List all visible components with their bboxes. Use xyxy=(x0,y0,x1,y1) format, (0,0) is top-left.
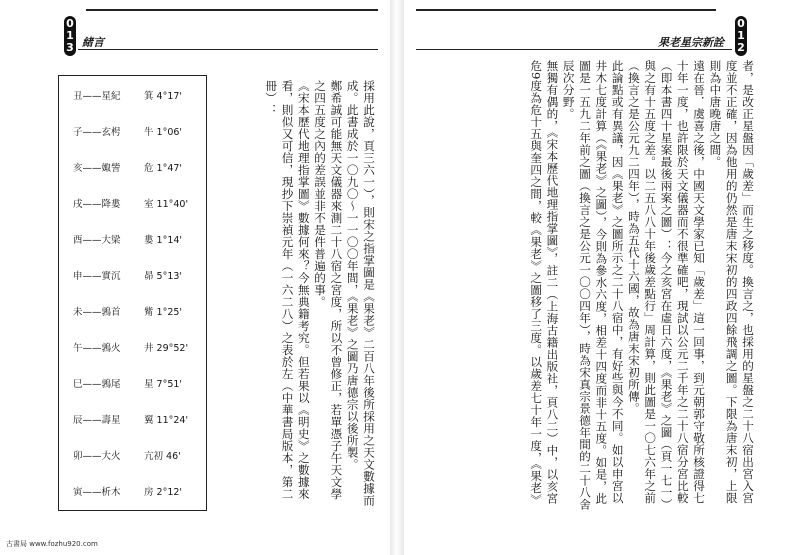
paragraph: 遠在晉．虞喜之後，中國天文學家已知「歲差」這一回事，到元朝郭守敬所核證得七十年一度，也許限於天文儀器而不很準確吧，現試以公元二千年之二十八宿分宮比較（即本書四十星案最後兩案之圖）：今之亥宮在虛日六度，《果老》之圖（頁一七一）與之有十五度之差。以二五八八十年後歲差點行」周計算，則此圖是一〇七六年之前（換言之是公元九二四年），時為五代十六國，故為唐末宋初所傳。 xyxy=(626,60,707,511)
paragraph: 無獨有偶的，《宋本歷代地理指掌圖》，註二（上海古籍出版社，頁八二）中，以亥宮危9度為危十五與奎四之間，較《果老》之圖移了三度。以歲差七十年一度，《果老》 xyxy=(529,60,560,506)
branch-name: 辰——壽星 xyxy=(73,415,121,426)
table-row xyxy=(59,400,206,436)
page-number-digit: 3 xyxy=(66,41,74,54)
left-body-text xyxy=(217,80,377,510)
table-row xyxy=(59,292,206,328)
mansion-degree: 牛 1°06' xyxy=(144,127,183,138)
top-rule xyxy=(86,9,378,11)
mansion-degree: 亢初 46' xyxy=(144,451,181,462)
table-row xyxy=(59,436,206,472)
mansion-degree: 星 7°51' xyxy=(144,379,183,390)
branch-name: 亥——娵訾 xyxy=(73,163,121,174)
mansion-degree: 危 1°47' xyxy=(144,163,183,174)
branch-name: 寅——析木 xyxy=(73,487,121,498)
header-underline xyxy=(78,49,378,50)
table-row xyxy=(59,112,206,148)
table-row xyxy=(59,472,206,508)
table-row xyxy=(59,76,206,112)
mansion-degree: 翼 11°24' xyxy=(144,415,189,426)
paragraph: 採用此說，頁三六一），則宋之指掌圖是《果老》二百八年後所採用之天文數據而成。此書成於一〇九〇～一一〇〇年間，《果老》之圖乃唐德宗以後所製。 xyxy=(345,80,376,507)
mansion-degree: 箕 4°17' xyxy=(144,91,183,102)
page-number-digit: 1 xyxy=(737,29,745,42)
page-number-digit: 2 xyxy=(737,41,745,54)
mansion-degree: 井 29°52' xyxy=(144,343,189,354)
branch-name: 未——鶉首 xyxy=(73,307,121,318)
table-row xyxy=(59,148,206,184)
paragraph: 《宋本歷代地理指掌圖》數據何來？今無典籍考究。但若果以《明史》之數據來看，則似又可信，現抄下崇禎元年（一六二八）之表於左（中華書局版本，第二冊）： xyxy=(264,80,311,500)
mansion-degree: 觜 1°25' xyxy=(144,307,183,318)
paragraph: 此論點或有異議，因《果老》之圖所示之二十八宿中，有好些與今不同。如以申宮以井木七度計算（《果老》之圖），今則為參水六度，相差十四度而非十五度。如是，此圖是一五九二年前之圖（換言之是公元一〇〇四年），時為宋真宗景德年間的二十八舍辰次分野。 xyxy=(561,60,625,511)
mansion-degree: 室 11°40' xyxy=(144,199,189,210)
right-page xyxy=(404,0,793,555)
branch-name: 午——鶉火 xyxy=(73,343,121,354)
branch-name: 子——玄枵 xyxy=(73,127,121,138)
table-row xyxy=(59,256,206,292)
right-body-text xyxy=(474,60,756,515)
mansion-degree: 房 2°12' xyxy=(144,487,183,498)
page-number-badge xyxy=(735,16,747,56)
branch-name: 丑——星紀 xyxy=(73,91,121,102)
header-title: 緒言 xyxy=(82,36,104,49)
mansion-degree: 昴 5°13' xyxy=(144,271,183,282)
book-gutter xyxy=(390,0,404,555)
page-number-digit: 0 xyxy=(737,17,745,30)
page-number-digit: 0 xyxy=(66,17,74,30)
paragraph: 鄭希誠可能無天文儀器來測二十八宿之宮度，所以不曾修正，若單憑子午天文學之四五度之內的差誤並非不是件普遍的事。 xyxy=(313,80,344,500)
table-row xyxy=(59,364,206,400)
branch-name: 卯——大火 xyxy=(73,451,121,462)
constellation-table xyxy=(58,75,207,511)
branch-name: 巳——鶉尾 xyxy=(73,379,121,390)
table-row xyxy=(59,184,206,220)
table-row xyxy=(59,328,206,364)
footer-watermark: 古書局 www.fozhu920.com xyxy=(6,540,98,548)
header-underline xyxy=(416,49,732,50)
paragraph: 者，是改正星盤因「歲差」而生之移度。換言之，也採用的星盤之二十八宿出宮入宮度並不正確，因為他用的仍然是唐末宋初的四政四餘飛調之圖。下限為唐末初，上限則為中唐晚唐之間。 xyxy=(708,60,755,504)
top-rule xyxy=(416,9,716,11)
branch-name: 申——實沉 xyxy=(73,271,121,282)
header-title: 果老星宗新詮 xyxy=(658,36,724,49)
mansion-degree: 婁 1°14' xyxy=(144,235,183,246)
page-number-badge xyxy=(64,16,76,56)
left-page xyxy=(0,0,390,555)
branch-name: 戌——降婁 xyxy=(73,199,121,210)
table-row xyxy=(59,220,206,256)
page-number-digit: 1 xyxy=(66,29,74,42)
branch-name: 酉——大梁 xyxy=(73,235,121,246)
